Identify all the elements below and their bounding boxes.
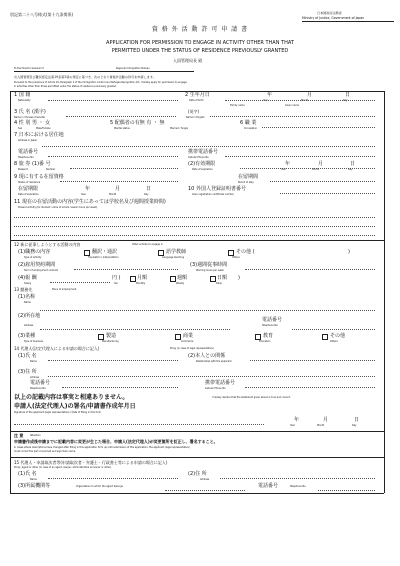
month-en: Month	[317, 424, 325, 427]
signature-en: Signature of the applicant (legal representative) / Date of filling in this form	[14, 411, 101, 414]
manufacturing-en: Manufacturing	[102, 340, 119, 343]
status-field[interactable]	[60, 181, 178, 182]
birthdate-field[interactable]	[225, 100, 375, 101]
proxy-name-label: (1)氏 名	[18, 353, 37, 359]
nationality-field[interactable]	[48, 100, 178, 101]
proxy-cell-field[interactable]	[245, 387, 375, 388]
business-others-label: その他	[330, 333, 346, 339]
passport-number-en: Number	[46, 168, 56, 171]
period-en: Period of stay	[238, 181, 254, 184]
form-number: 別記第二十八号様式(第十九条関係)	[10, 12, 74, 17]
name-chinese-field[interactable]	[66, 116, 176, 117]
month-en: Month	[301, 99, 309, 102]
cellphone-en: Cellular Phone No.	[188, 156, 210, 159]
day-jp: 日	[345, 92, 351, 98]
employer-tel-en: Telephone No.	[262, 324, 279, 327]
signature-field[interactable]	[14, 424, 264, 425]
monthly-label: 月額	[137, 275, 148, 281]
name-alpha-label: (英字)	[188, 109, 200, 114]
title-en-1: APPLICATION FOR PERMISSION TO ENGAGE IN ACTIVITY OTHER THAN THAT	[106, 40, 294, 46]
period-label: 在留期間	[238, 174, 259, 180]
present-activity-field-1[interactable]	[14, 217, 375, 218]
intro-en-1: Pursuant to the provisions of Article 19, Paragraph 2 of the Immigration Control and Refugee Recognition Act, I hereby apply for permission to engage	[14, 81, 187, 84]
alien-reg-en: Alien registration certificate number	[192, 193, 234, 196]
sex-en: Sex	[18, 127, 23, 130]
proxy-tel-label: 電話番号	[30, 380, 51, 386]
year-jp: 年	[85, 186, 91, 192]
intro-jp: 出入国管理及び難民認定法第19条第2項の規定に基づき、次のとおり資格外活動の許可を申請します。	[14, 75, 156, 79]
passport-number-field[interactable]	[70, 168, 178, 169]
contract-term-field[interactable]	[74, 269, 178, 270]
year-en: Year	[290, 424, 295, 427]
proxy-tel-en: Telephone No.	[30, 387, 47, 390]
agent-name-en: Name	[30, 478, 37, 481]
proxy-name-en: Name	[30, 360, 37, 363]
others-close: )	[348, 249, 350, 255]
agent-tel-label: 電話番号	[258, 483, 279, 489]
alien-reg-field[interactable]	[280, 193, 375, 194]
daily-en: Daily	[216, 282, 222, 285]
occupation-field[interactable]	[262, 127, 375, 128]
employer-address-field[interactable]	[40, 329, 230, 330]
agent-org-en: Organization to which the agent belongs	[76, 485, 123, 488]
business-others-en: Others	[330, 340, 338, 343]
translation-en: Translation / Interpretation	[88, 256, 119, 259]
nationality-label: 1 国 籍	[14, 92, 31, 98]
education-en: Education	[259, 340, 271, 343]
name-chinese-en: Name in Chinese character	[14, 116, 46, 119]
weekly-hours-en: Working hours per week	[196, 269, 224, 272]
day-en: Day	[348, 168, 353, 171]
year-en: Year	[281, 168, 286, 171]
year-en: Year	[81, 193, 86, 196]
passport-expiry-en: Date of expiration	[192, 168, 213, 171]
proxy-relation-field[interactable]	[250, 360, 375, 361]
passport-label: 8 旅 券 (1)番 号	[14, 161, 51, 167]
present-activity-label: 11 現在の在留活動の内容(学生にあっては学校名及び週間授業時間)	[14, 199, 166, 205]
day-en: Day	[352, 424, 357, 427]
marital-label[interactable]: 5 配偶者の有無 有 ・ 無	[110, 120, 165, 126]
proxy-relation-label: (2)本人との関係	[188, 353, 226, 359]
manufacturing-label: 製造	[106, 333, 117, 339]
year-jp: 年	[285, 161, 291, 167]
proxy-tel-field[interactable]	[62, 387, 178, 388]
attention-jp: 申請書作成後申請までに記載内容に変更が生じた場合、申請人(法定代理人)が変更箇所を訂正し、署名すること。	[14, 439, 218, 444]
daily-label: 日額	[217, 275, 228, 281]
salary-field[interactable]	[50, 282, 110, 283]
signature-label: 申請人(法定代理人)の署名/申請書作成年月日	[14, 403, 136, 410]
activity-type-label: (1)職務の内容	[18, 249, 51, 255]
married-single-en: Married / Single	[170, 127, 189, 130]
day-en: Day	[343, 99, 348, 102]
title-en-2: PERMITTED UNDER THE STATUS OF RESIDENCE PREVIOUSLY GRANTED	[111, 48, 289, 54]
contract-term-en: Term of employment contract	[24, 269, 59, 272]
agent-tel-en: Telephone No.	[290, 485, 307, 488]
passport-expiry-label: (2)有効期限	[188, 161, 216, 167]
birthdate-label: 2 生年月日	[185, 92, 210, 98]
translation-label: 翻訳・通訳	[92, 249, 118, 255]
agent-label: 15 代理人・申請取次者等(申請取次者・弁護士・行政書士等による申請の場合に記入)	[14, 460, 168, 465]
employer-name-label: (1)名称	[18, 294, 36, 300]
passport-expiry-field[interactable]	[240, 168, 375, 169]
commerce-label: 商業	[183, 333, 194, 339]
bureau-jp: 入国管理局長 殿	[173, 58, 203, 63]
year-jp: 年	[267, 92, 273, 98]
employer-address-label: (2)所在地	[18, 313, 41, 319]
day-en: Day	[144, 193, 149, 196]
agent-en: Proxy, agent or other (in case of an agent, lawyer, administrative scrivener or other)	[14, 466, 112, 469]
telephone-en: Telephone No.	[18, 156, 35, 159]
present-activity-field-3[interactable]	[14, 235, 375, 236]
employment-label: 13 勤務先	[14, 287, 33, 292]
attention-en-label: Attention	[30, 434, 41, 437]
title-jp: 資 格 外 活 動 許 可 申 請 書	[151, 26, 249, 33]
month-jp: 月	[318, 161, 324, 167]
weekly-en: Weekly	[176, 282, 185, 285]
agent-name-label: (1)氏 名	[18, 471, 37, 477]
proxy-relation-en: Relationship with the applicant	[196, 360, 232, 363]
male-female-en: Male/Female	[36, 127, 51, 130]
proxy-cell-label: 携帯電話番号	[205, 380, 236, 386]
declaration-en: I hereby declare that the statement given above is true and correct.	[212, 396, 291, 399]
agent-org-field[interactable]	[165, 490, 245, 491]
proxy-en: Proxy (in case of legal representative)	[170, 347, 214, 350]
status-en: Status of residence	[18, 181, 41, 184]
agent-tel-field[interactable]	[318, 490, 375, 491]
proxy-address-label: (3)住 所	[18, 369, 37, 375]
new-activity-en: Other activity to engage in	[132, 243, 163, 246]
government-jp: 日本国政府法務省	[317, 11, 342, 15]
period-field[interactable]	[270, 181, 375, 182]
telephone-label: 電話番号	[18, 149, 39, 155]
birthdate-en: Date of birth	[189, 99, 204, 102]
employment-en: Place of employment	[52, 288, 77, 291]
agent-address-en: Address	[200, 478, 210, 481]
residence-expiry-label: 在留期限	[18, 186, 39, 192]
language-teaching-en: Language teaching	[162, 256, 185, 259]
year-en: Year	[263, 99, 268, 102]
telephone-field[interactable]	[48, 156, 178, 157]
commerce-en: Commerce	[181, 340, 194, 343]
cellphone-field[interactable]	[225, 156, 375, 157]
address-label: 7 日本における居住地	[14, 132, 64, 138]
intro-en-2: in activities other than those permitted under the status of residence previously granted.	[14, 85, 117, 88]
given-name-hint: Given name	[285, 104, 299, 107]
month-en: Month	[109, 193, 117, 196]
weekly-hours-field[interactable]	[245, 269, 375, 270]
to-director: To the Director General of	[14, 67, 44, 70]
proxy-address-en: Address	[30, 376, 40, 379]
yen-label: 円 (	[112, 275, 121, 281]
proxy-label: 14 代理人(法定代理人による申請の場合に記入)	[14, 346, 100, 351]
marital-en: Marital status	[114, 127, 130, 130]
address-en: Address in Japan	[18, 139, 38, 142]
bureau-en: Regional Immigration Bureau	[116, 67, 150, 70]
attention-en-1: In cases where descriptions have changed after filling in this application form up until submission of this application, the applicant (legal representative)	[14, 446, 190, 449]
declaration-jp: 以上の記載内容は事実と相違ありません。	[14, 394, 129, 401]
month-jp: 月	[307, 92, 313, 98]
proxy-cell-en: Cellular Phone No.	[205, 387, 227, 390]
business-others-checkbox[interactable]	[322, 334, 328, 340]
alien-reg-label: 10 外国人登録証明書番号	[188, 186, 246, 192]
occupation-en: Occupation	[244, 127, 258, 130]
present-activity-field-2[interactable]	[14, 226, 375, 227]
occupation-label: 6 職 業	[240, 120, 257, 126]
others-label: その他 (	[236, 249, 255, 255]
employer-name-en: Name	[24, 301, 31, 304]
nationality-en: Nationality	[18, 99, 31, 102]
proxy-address-field[interactable]	[48, 376, 375, 377]
business-type-label: (3)業種	[18, 333, 36, 339]
monthly-en: Monthly	[136, 282, 146, 285]
present-activity-en: Present activity (for student: name of school, lesson hours per week)	[18, 206, 98, 209]
others-en: Others	[232, 256, 240, 259]
cellphone-label: 携帯電話番号	[188, 149, 219, 155]
weekly-hours-label: (3)週間従事時間	[190, 262, 228, 268]
new-activity-label: 12 新に従事しようとする活動の内容	[14, 242, 81, 247]
status-label: 9 現に有する在留資格	[14, 174, 64, 180]
education-label: 教育	[263, 333, 274, 339]
day-jp: 日	[350, 161, 356, 167]
salary-label: (4)報 酬	[18, 275, 37, 281]
activity-type-en: Type of activity	[24, 256, 42, 259]
proxy-name-field[interactable]	[48, 360, 178, 361]
passport-en: Passport	[18, 168, 28, 171]
business-type-en: Type of business	[24, 340, 43, 343]
attention-en-2: must correct the part concerned and sign their name.	[14, 450, 76, 453]
month-en: Month	[312, 168, 320, 171]
agent-name-field[interactable]	[48, 478, 178, 479]
family-name-hint: Family name	[230, 104, 245, 107]
attention-label: 注 意	[14, 433, 24, 438]
agent-address-label: (2)住 所	[188, 471, 207, 477]
address-field[interactable]	[42, 146, 375, 147]
yen-en: Yen	[114, 282, 118, 285]
sex-label[interactable]: 4 性 別 男 ・ 女	[14, 120, 51, 126]
agent-address-field[interactable]	[220, 478, 375, 479]
contract-term-label: (2)雇用契約期間	[18, 262, 56, 268]
government-en: Ministry of Justice, Government of Japan	[302, 16, 365, 20]
agent-org-label: (3)所属機関等	[18, 483, 51, 489]
residence-expiry-en: Date of expiration	[18, 193, 39, 196]
day-jp: 日	[146, 186, 152, 192]
name-chinese-label: 3 氏 名 (漢字)	[14, 109, 46, 115]
month-jp: 月	[323, 417, 329, 423]
employer-address-en: Address	[24, 324, 34, 327]
employer-tel-label: 電話番号	[262, 317, 283, 323]
name-alpha-en: Name in English	[186, 116, 205, 119]
employer-name-field[interactable]	[40, 310, 375, 311]
employer-tel-field[interactable]	[292, 329, 375, 330]
salary-en: Salary	[24, 282, 32, 285]
year-jp: 年	[294, 417, 300, 423]
day-jp: 日	[354, 417, 360, 423]
name-english-field[interactable]	[210, 116, 375, 117]
language-teaching-label: 語学教師	[166, 249, 187, 255]
weekly-label: 週額	[177, 275, 188, 281]
salary-close: )	[238, 275, 240, 281]
month-jp: 月	[115, 186, 121, 192]
